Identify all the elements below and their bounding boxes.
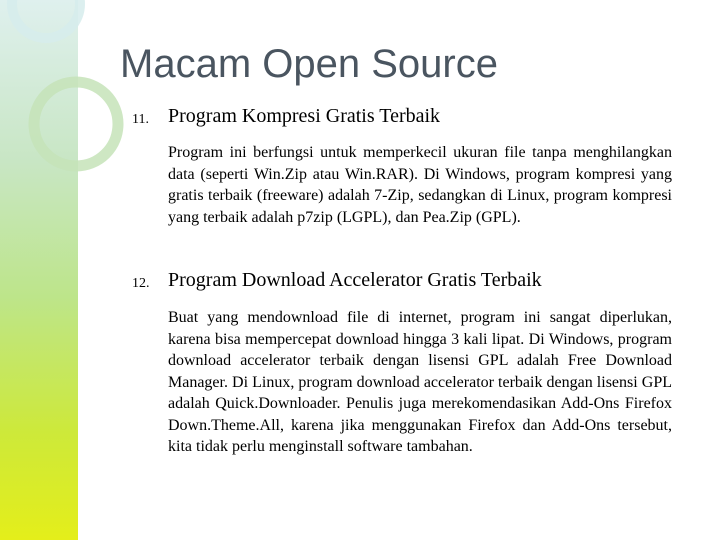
item-number: 12. xyxy=(132,276,150,291)
item-body: Buat yang mendownload file di internet, program ini sangat diperlukan, karena bisa mempercepat download hingga 3 kali lipat. Di Windows, program download accelerator terbaik dengan lisensi GPL adalah Free Download Manager. Di Linux, program download accelerator terbaik dengan lisensi GPL adalah Quick.Downloader. Penulis juga merekomendasikan Add-Ons Firefox Down.Theme.All, karena jika menggunakan Firefox dan Add-Ons tersebut, kita tidak perlu menginstall software tambahan. xyxy=(168,309,672,455)
top-ring-shape xyxy=(12,0,80,38)
item-heading: Program Download Accelerator Gratis Terbaik xyxy=(168,269,542,291)
item-body: Program ini berfungsi untuk memperkecil ukuran file tanpa menghilangkan data (seperti Win.Zip atau Win.RAR). Di Windows, program kompresi yang gratis terbaik (freeware) adalah 7-Zip, sedangkan di Linux, program kompresi yang terbaik adalah p7zip (LGPL), dan Pea.Zip (GPL). xyxy=(168,144,672,226)
slide-title: Macam Open Source xyxy=(120,42,498,86)
decorative-rings xyxy=(0,0,180,200)
middle-ring-shape xyxy=(34,82,118,166)
item-number: 11. xyxy=(132,112,149,127)
item-heading: Program Kompresi Gratis Terbaik xyxy=(168,105,441,127)
